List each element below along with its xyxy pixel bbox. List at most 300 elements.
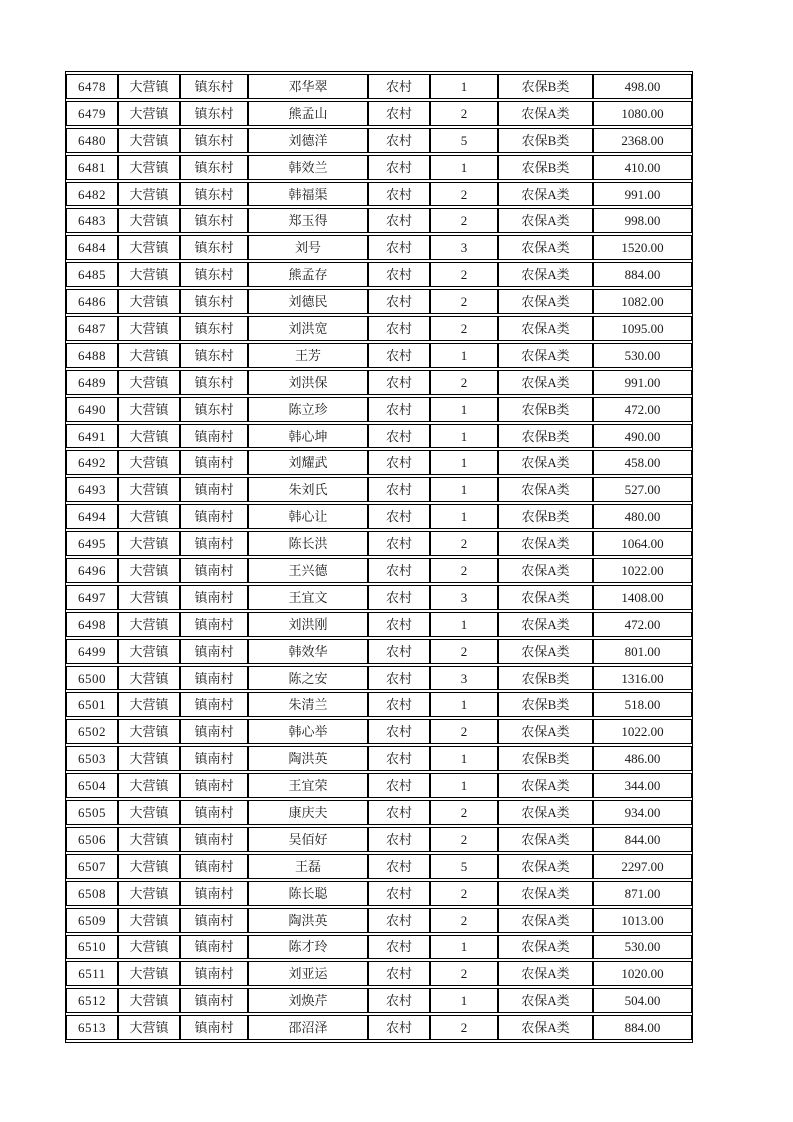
- table-row: [66, 746, 692, 771]
- cell-serial: 6493: [66, 477, 118, 502]
- cell-serial: 6504: [66, 773, 118, 798]
- cell-insurance_class: 农保B类: [498, 74, 593, 99]
- cell-name: 刘亚运: [248, 961, 368, 986]
- cell-name: 朱清兰: [248, 692, 368, 717]
- cell-amount: 884.00: [593, 262, 692, 287]
- cell-household_count: 2: [430, 827, 498, 852]
- cell-amount: 458.00: [593, 450, 692, 475]
- cell-name: 王宜文: [248, 585, 368, 610]
- cell-amount: 410.00: [593, 155, 692, 180]
- cell-household_count: 1: [430, 424, 498, 449]
- table-row: [66, 289, 692, 314]
- cell-household_count: 1: [430, 612, 498, 637]
- cell-insurance_class: 农保A类: [498, 827, 593, 852]
- cell-household_count: 1: [430, 450, 498, 475]
- cell-insurance_class: 农保A类: [498, 182, 593, 207]
- cell-name: 陈才玲: [248, 935, 368, 960]
- table-row: [66, 585, 692, 610]
- cell-category: 农村: [368, 746, 430, 771]
- cell-amount: 504.00: [593, 988, 692, 1013]
- cell-amount: 1080.00: [593, 101, 692, 126]
- cell-serial: 6485: [66, 262, 118, 287]
- cell-town: 大营镇: [118, 343, 180, 368]
- cell-town: 大营镇: [118, 208, 180, 233]
- cell-village: 镇东村: [180, 101, 248, 126]
- cell-name: 王芳: [248, 343, 368, 368]
- table-row: [66, 74, 692, 99]
- cell-insurance_class: 农保B类: [498, 746, 593, 771]
- cell-village: 镇东村: [180, 397, 248, 422]
- table-row: [66, 692, 692, 717]
- cell-insurance_class: 农保A类: [498, 477, 593, 502]
- cell-insurance_class: 农保B类: [498, 504, 593, 529]
- cell-category: 农村: [368, 854, 430, 879]
- cell-name: 朱刘氏: [248, 477, 368, 502]
- cell-household_count: 2: [430, 262, 498, 287]
- cell-category: 农村: [368, 316, 430, 341]
- cell-insurance_class: 农保A类: [498, 316, 593, 341]
- cell-amount: 871.00: [593, 881, 692, 906]
- cell-town: 大营镇: [118, 504, 180, 529]
- cell-insurance_class: 农保A类: [498, 612, 593, 637]
- cell-village: 镇南村: [180, 450, 248, 475]
- cell-household_count: 1: [430, 504, 498, 529]
- cell-category: 农村: [368, 343, 430, 368]
- cell-household_count: 2: [430, 316, 498, 341]
- cell-town: 大营镇: [118, 424, 180, 449]
- table-row: [66, 935, 692, 960]
- cell-household_count: 1: [430, 155, 498, 180]
- cell-village: 镇南村: [180, 935, 248, 960]
- cell-serial: 6484: [66, 235, 118, 260]
- cell-insurance_class: 农保A类: [498, 101, 593, 126]
- cell-category: 农村: [368, 370, 430, 395]
- cell-serial: 6502: [66, 719, 118, 744]
- cell-amount: 530.00: [593, 343, 692, 368]
- cell-serial: 6503: [66, 746, 118, 771]
- cell-serial: 6495: [66, 531, 118, 556]
- table-row: [66, 961, 692, 986]
- cell-serial: 6486: [66, 289, 118, 314]
- cell-category: 农村: [368, 235, 430, 260]
- cell-household_count: 2: [430, 881, 498, 906]
- cell-household_count: 2: [430, 719, 498, 744]
- cell-amount: 1316.00: [593, 666, 692, 691]
- cell-insurance_class: 农保A类: [498, 800, 593, 825]
- cell-name: 刘德民: [248, 289, 368, 314]
- cell-amount: 801.00: [593, 639, 692, 664]
- cell-serial: 6490: [66, 397, 118, 422]
- cell-household_count: 1: [430, 773, 498, 798]
- cell-amount: 1095.00: [593, 316, 692, 341]
- cell-serial: 6480: [66, 128, 118, 153]
- cell-name: 邵沼泽: [248, 1015, 368, 1040]
- cell-village: 镇东村: [180, 370, 248, 395]
- cell-village: 镇东村: [180, 343, 248, 368]
- cell-town: 大营镇: [118, 639, 180, 664]
- cell-category: 农村: [368, 182, 430, 207]
- cell-category: 农村: [368, 666, 430, 691]
- cell-insurance_class: 农保A类: [498, 719, 593, 744]
- cell-insurance_class: 农保A类: [498, 531, 593, 556]
- cell-serial: 6483: [66, 208, 118, 233]
- cell-insurance_class: 农保A类: [498, 370, 593, 395]
- cell-serial: 6507: [66, 854, 118, 879]
- cell-amount: 884.00: [593, 1015, 692, 1040]
- cell-amount: 2297.00: [593, 854, 692, 879]
- cell-household_count: 2: [430, 1015, 498, 1040]
- table-row: [66, 504, 692, 529]
- cell-village: 镇南村: [180, 504, 248, 529]
- cell-village: 镇南村: [180, 854, 248, 879]
- cell-town: 大营镇: [118, 612, 180, 637]
- cell-name: 刘德洋: [248, 128, 368, 153]
- cell-insurance_class: 农保A类: [498, 450, 593, 475]
- cell-name: 刘洪保: [248, 370, 368, 395]
- cell-serial: 6492: [66, 450, 118, 475]
- cell-village: 镇南村: [180, 424, 248, 449]
- cell-serial: 6499: [66, 639, 118, 664]
- cell-village: 镇南村: [180, 612, 248, 637]
- cell-amount: 934.00: [593, 800, 692, 825]
- cell-insurance_class: 农保A类: [498, 558, 593, 583]
- cell-category: 农村: [368, 881, 430, 906]
- table-row: [66, 1015, 692, 1040]
- table-row: [66, 235, 692, 260]
- cell-town: 大营镇: [118, 692, 180, 717]
- cell-village: 镇南村: [180, 692, 248, 717]
- cell-household_count: 2: [430, 908, 498, 933]
- cell-name: 熊孟山: [248, 101, 368, 126]
- cell-town: 大营镇: [118, 961, 180, 986]
- cell-serial: 6512: [66, 988, 118, 1013]
- table-row: [66, 155, 692, 180]
- cell-insurance_class: 农保A类: [498, 1015, 593, 1040]
- cell-insurance_class: 农保B类: [498, 397, 593, 422]
- cell-category: 农村: [368, 262, 430, 287]
- cell-serial: 6481: [66, 155, 118, 180]
- cell-town: 大营镇: [118, 585, 180, 610]
- cell-name: 陈立珍: [248, 397, 368, 422]
- cell-household_count: 2: [430, 639, 498, 664]
- cell-insurance_class: 农保A类: [498, 773, 593, 798]
- cell-insurance_class: 农保A类: [498, 881, 593, 906]
- cell-household_count: 2: [430, 182, 498, 207]
- table-row: [66, 370, 692, 395]
- table-row: [66, 666, 692, 691]
- cell-serial: 6500: [66, 666, 118, 691]
- cell-name: 吴佰好: [248, 827, 368, 852]
- cell-category: 农村: [368, 773, 430, 798]
- cell-category: 农村: [368, 935, 430, 960]
- cell-town: 大营镇: [118, 746, 180, 771]
- cell-amount: 1082.00: [593, 289, 692, 314]
- cell-name: 韩心举: [248, 719, 368, 744]
- cell-village: 镇南村: [180, 746, 248, 771]
- cell-town: 大营镇: [118, 101, 180, 126]
- cell-serial: 6491: [66, 424, 118, 449]
- table-row: [66, 639, 692, 664]
- cell-village: 镇南村: [180, 639, 248, 664]
- cell-village: 镇东村: [180, 128, 248, 153]
- cell-amount: 1020.00: [593, 961, 692, 986]
- cell-serial: 6508: [66, 881, 118, 906]
- cell-village: 镇南村: [180, 477, 248, 502]
- cell-name: 康庆夫: [248, 800, 368, 825]
- cell-category: 农村: [368, 450, 430, 475]
- cell-village: 镇南村: [180, 881, 248, 906]
- table-row: [66, 854, 692, 879]
- cell-serial: 6489: [66, 370, 118, 395]
- cell-amount: 472.00: [593, 397, 692, 422]
- cell-village: 镇东村: [180, 182, 248, 207]
- cell-village: 镇东村: [180, 289, 248, 314]
- cell-household_count: 5: [430, 854, 498, 879]
- cell-amount: 998.00: [593, 208, 692, 233]
- cell-town: 大营镇: [118, 935, 180, 960]
- cell-household_count: 1: [430, 692, 498, 717]
- cell-category: 农村: [368, 585, 430, 610]
- cell-amount: 1013.00: [593, 908, 692, 933]
- cell-town: 大营镇: [118, 558, 180, 583]
- cell-serial: 6487: [66, 316, 118, 341]
- cell-category: 农村: [368, 101, 430, 126]
- cell-town: 大营镇: [118, 854, 180, 879]
- cell-insurance_class: 农保A类: [498, 908, 593, 933]
- cell-name: 王磊: [248, 854, 368, 879]
- cell-town: 大营镇: [118, 316, 180, 341]
- cell-category: 农村: [368, 397, 430, 422]
- table-row: [66, 343, 692, 368]
- table-row: [66, 450, 692, 475]
- cell-household_count: 1: [430, 746, 498, 771]
- cell-serial: 6498: [66, 612, 118, 637]
- cell-town: 大营镇: [118, 773, 180, 798]
- cell-category: 农村: [368, 128, 430, 153]
- table-row: [66, 101, 692, 126]
- cell-village: 镇东村: [180, 262, 248, 287]
- cell-amount: 527.00: [593, 477, 692, 502]
- cell-category: 农村: [368, 692, 430, 717]
- cell-insurance_class: 农保A类: [498, 935, 593, 960]
- cell-serial: 6501: [66, 692, 118, 717]
- cell-insurance_class: 农保A类: [498, 208, 593, 233]
- cell-village: 镇东村: [180, 316, 248, 341]
- cell-category: 农村: [368, 155, 430, 180]
- table-row: [66, 397, 692, 422]
- cell-category: 农村: [368, 719, 430, 744]
- table-row: [66, 908, 692, 933]
- cell-town: 大营镇: [118, 988, 180, 1013]
- cell-town: 大营镇: [118, 450, 180, 475]
- cell-category: 农村: [368, 558, 430, 583]
- cell-town: 大营镇: [118, 74, 180, 99]
- cell-name: 邓华翠: [248, 74, 368, 99]
- cell-serial: 6510: [66, 935, 118, 960]
- cell-village: 镇南村: [180, 1015, 248, 1040]
- cell-household_count: 3: [430, 666, 498, 691]
- cell-name: 刘洪宽: [248, 316, 368, 341]
- cell-household_count: 1: [430, 397, 498, 422]
- cell-amount: 480.00: [593, 504, 692, 529]
- cell-village: 镇南村: [180, 800, 248, 825]
- cell-town: 大营镇: [118, 289, 180, 314]
- cell-household_count: 1: [430, 343, 498, 368]
- cell-town: 大营镇: [118, 370, 180, 395]
- table-row: [66, 531, 692, 556]
- cell-household_count: 2: [430, 800, 498, 825]
- cell-insurance_class: 农保A类: [498, 639, 593, 664]
- cell-insurance_class: 农保A类: [498, 262, 593, 287]
- table-row: [66, 128, 692, 153]
- cell-name: 韩效华: [248, 639, 368, 664]
- cell-category: 农村: [368, 74, 430, 99]
- table-row: [66, 827, 692, 852]
- cell-town: 大营镇: [118, 397, 180, 422]
- cell-insurance_class: 农保A类: [498, 343, 593, 368]
- cell-village: 镇南村: [180, 531, 248, 556]
- cell-insurance_class: 农保A类: [498, 235, 593, 260]
- cell-household_count: 3: [430, 235, 498, 260]
- cell-household_count: 1: [430, 74, 498, 99]
- cell-category: 农村: [368, 988, 430, 1013]
- cell-category: 农村: [368, 639, 430, 664]
- cell-name: 陶洪英: [248, 746, 368, 771]
- cell-category: 农村: [368, 289, 430, 314]
- cell-town: 大营镇: [118, 827, 180, 852]
- cell-category: 农村: [368, 424, 430, 449]
- records-tbody: [66, 74, 692, 1040]
- cell-household_count: 2: [430, 558, 498, 583]
- cell-village: 镇南村: [180, 719, 248, 744]
- cell-serial: 6497: [66, 585, 118, 610]
- cell-insurance_class: 农保A类: [498, 289, 593, 314]
- cell-amount: 1408.00: [593, 585, 692, 610]
- cell-household_count: 1: [430, 935, 498, 960]
- table-row: [66, 262, 692, 287]
- cell-amount: 486.00: [593, 746, 692, 771]
- cell-town: 大营镇: [118, 666, 180, 691]
- cell-village: 镇南村: [180, 827, 248, 852]
- cell-household_count: 2: [430, 289, 498, 314]
- cell-town: 大营镇: [118, 235, 180, 260]
- cell-name: 郑玉得: [248, 208, 368, 233]
- cell-category: 农村: [368, 1015, 430, 1040]
- cell-town: 大营镇: [118, 531, 180, 556]
- table-row: [66, 316, 692, 341]
- cell-insurance_class: 农保A类: [498, 961, 593, 986]
- table-row: [66, 719, 692, 744]
- cell-category: 农村: [368, 612, 430, 637]
- cell-name: 刘耀武: [248, 450, 368, 475]
- cell-amount: 991.00: [593, 370, 692, 395]
- cell-town: 大营镇: [118, 128, 180, 153]
- cell-amount: 991.00: [593, 182, 692, 207]
- cell-serial: 6511: [66, 961, 118, 986]
- cell-insurance_class: 农保A类: [498, 854, 593, 879]
- cell-category: 农村: [368, 908, 430, 933]
- cell-name: 陈长聪: [248, 881, 368, 906]
- cell-amount: 1022.00: [593, 558, 692, 583]
- cell-insurance_class: 农保A类: [498, 988, 593, 1013]
- table-row: [66, 424, 692, 449]
- cell-insurance_class: 农保B类: [498, 128, 593, 153]
- cell-household_count: 1: [430, 988, 498, 1013]
- cell-name: 刘焕芹: [248, 988, 368, 1013]
- cell-village: 镇南村: [180, 666, 248, 691]
- cell-serial: 6496: [66, 558, 118, 583]
- cell-amount: 1022.00: [593, 719, 692, 744]
- cell-name: 陈长洪: [248, 531, 368, 556]
- table-row: [66, 881, 692, 906]
- table-row: [66, 612, 692, 637]
- cell-household_count: 3: [430, 585, 498, 610]
- table-row: [66, 558, 692, 583]
- cell-town: 大营镇: [118, 262, 180, 287]
- cell-village: 镇东村: [180, 155, 248, 180]
- cell-town: 大营镇: [118, 800, 180, 825]
- cell-name: 陈之安: [248, 666, 368, 691]
- cell-insurance_class: 农保B类: [498, 666, 593, 691]
- cell-household_count: 2: [430, 961, 498, 986]
- cell-amount: 498.00: [593, 74, 692, 99]
- cell-name: 刘洪刚: [248, 612, 368, 637]
- table-row: [66, 988, 692, 1013]
- cell-household_count: 2: [430, 208, 498, 233]
- cell-name: 韩效兰: [248, 155, 368, 180]
- cell-town: 大营镇: [118, 908, 180, 933]
- cell-category: 农村: [368, 827, 430, 852]
- cell-serial: 6506: [66, 827, 118, 852]
- cell-serial: 6505: [66, 800, 118, 825]
- cell-serial: 6478: [66, 74, 118, 99]
- cell-category: 农村: [368, 531, 430, 556]
- cell-serial: 6482: [66, 182, 118, 207]
- cell-insurance_class: 农保B类: [498, 155, 593, 180]
- table-row: [66, 800, 692, 825]
- cell-category: 农村: [368, 961, 430, 986]
- cell-town: 大营镇: [118, 155, 180, 180]
- cell-amount: 1520.00: [593, 235, 692, 260]
- cell-serial: 6513: [66, 1015, 118, 1040]
- cell-name: 韩福渠: [248, 182, 368, 207]
- table-row: [66, 477, 692, 502]
- cell-name: 刘号: [248, 235, 368, 260]
- cell-household_count: 2: [430, 370, 498, 395]
- cell-insurance_class: 农保B类: [498, 692, 593, 717]
- payment-records-table: [65, 71, 693, 1043]
- table-row: [66, 773, 692, 798]
- cell-category: 农村: [368, 504, 430, 529]
- cell-amount: 1064.00: [593, 531, 692, 556]
- cell-category: 农村: [368, 477, 430, 502]
- cell-insurance_class: 农保B类: [498, 424, 593, 449]
- cell-town: 大营镇: [118, 1015, 180, 1040]
- cell-serial: 6509: [66, 908, 118, 933]
- cell-amount: 472.00: [593, 612, 692, 637]
- cell-serial: 6494: [66, 504, 118, 529]
- cell-household_count: 2: [430, 531, 498, 556]
- cell-amount: 490.00: [593, 424, 692, 449]
- cell-village: 镇南村: [180, 988, 248, 1013]
- cell-amount: 2368.00: [593, 128, 692, 153]
- cell-village: 镇东村: [180, 208, 248, 233]
- cell-category: 农村: [368, 800, 430, 825]
- cell-amount: 344.00: [593, 773, 692, 798]
- cell-name: 韩心坤: [248, 424, 368, 449]
- cell-village: 镇南村: [180, 585, 248, 610]
- cell-village: 镇东村: [180, 235, 248, 260]
